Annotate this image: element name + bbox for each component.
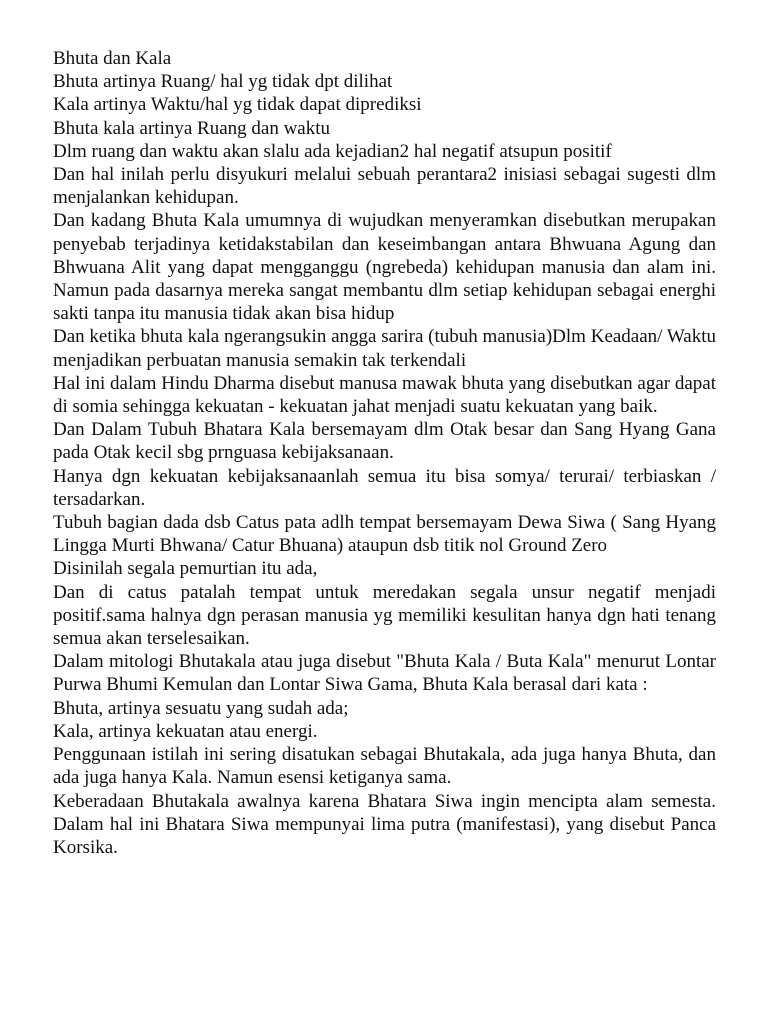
document-heading: Bhuta dan Kala: [53, 48, 172, 69]
paragraph: Hanya dgn kekuatan kebijaksanaanlah semua itu bisa somya/ terurai/ terbiaskan / tersadarkan.: [53, 465, 716, 510]
paragraph: Dan Dalam Tubuh Bhatara Kala bersemayam dlm Otak besar dan Sang Hyang Gana pada Otak kecil sbg prnguasa kebijaksanaan.: [53, 419, 716, 464]
paragraph: Dan hal inilah perlu disyukuri melalui sebuah perantara2 inisiasi sebagai sugesti dlm menjalankan kehidupan.: [53, 164, 716, 209]
paragraph: Disinilah segala pemurtian itu ada,: [53, 558, 318, 580]
paragraph: Penggunaan istilah ini sering disatukan sebagai Bhutakala, ada juga hanya Bhuta, dan ada juga hanya Kala. Namun esensi ketiganya sama.: [53, 744, 716, 789]
paragraph: Kala, artinya kekuatan atau energi.: [53, 720, 318, 742]
paragraph: Hal ini dalam Hindu Dharma disebut manusa mawak bhuta yang disebutkan agar dapat di somia sehingga kekuatan - kekuatan jahat menjadi suatu kekuatan yang baik.: [53, 372, 716, 418]
paragraph: Dan ketika bhuta kala ngerangsukin angga sarira (tubuh manusia)Dlm Keadaan/ Waktu menjadikan perbuatan manusia semakin tak terkendali: [53, 326, 716, 371]
paragraph: Dan kadang Bhuta Kala umumnya di wujudkan menyeramkan disebutkan merupakan penyebab terjadinya ketidakstabilan dan keseimbangan antara Bhwuana Agung dan Bhwuana Alit yang dapat mengganggu (ngrebeda) kehidupan manusia dan alam ini. Namun pada dasarnya mereka sangat membantu dlm setiap kehidupan sebagai energhi sakti tanpa itu manusia tidak akan bisa hidup: [53, 210, 716, 325]
paragraph: Dlm ruang dan waktu akan slalu ada kejadian2 hal negatif atsupun positif: [53, 140, 612, 162]
paragraph: Dan di catus patalah tempat untuk meredakan segala unsur negatif menjadi positif.sama halnya dgn perasan manusia yg memiliki kesulitan hanya dgn hati tenang semua akan terselesaikan.: [53, 581, 716, 650]
document-page: [53, 47, 716, 859]
paragraph: Keberadaan Bhutakala awalnya karena Bhatara Siwa ingin mencipta alam semesta. Dalam hal ini Bhatara Siwa mempunyai lima putra (manifestasi), yang disebut Panca Korsika.: [53, 790, 716, 858]
paragraph: Bhuta, artinya sesuatu yang sudah ada;: [53, 697, 349, 719]
paragraph: Kala artinya Waktu/hal yg tidak dapat diprediksi: [53, 94, 422, 116]
paragraph: Tubuh bagian dada dsb Catus pata adlh tempat bersemayam Dewa Siwa ( Sang Hyang Lingga Murti Bhwana/ Catur Bhuana) ataupun dsb titik nol Ground Zero: [53, 512, 716, 557]
paragraph: Bhuta kala artinya Ruang dan waktu: [53, 117, 331, 139]
paragraph: Dalam mitologi Bhutakala atau juga disebut "Bhuta Kala / Buta Kala" menurut Lontar Purwa Bhumi Kemulan dan Lontar Siwa Gama, Bhuta Kala berasal dari kata :: [53, 651, 716, 696]
paragraph: Bhuta artinya Ruang/ hal yg tidak dpt dilihat: [53, 71, 393, 93]
